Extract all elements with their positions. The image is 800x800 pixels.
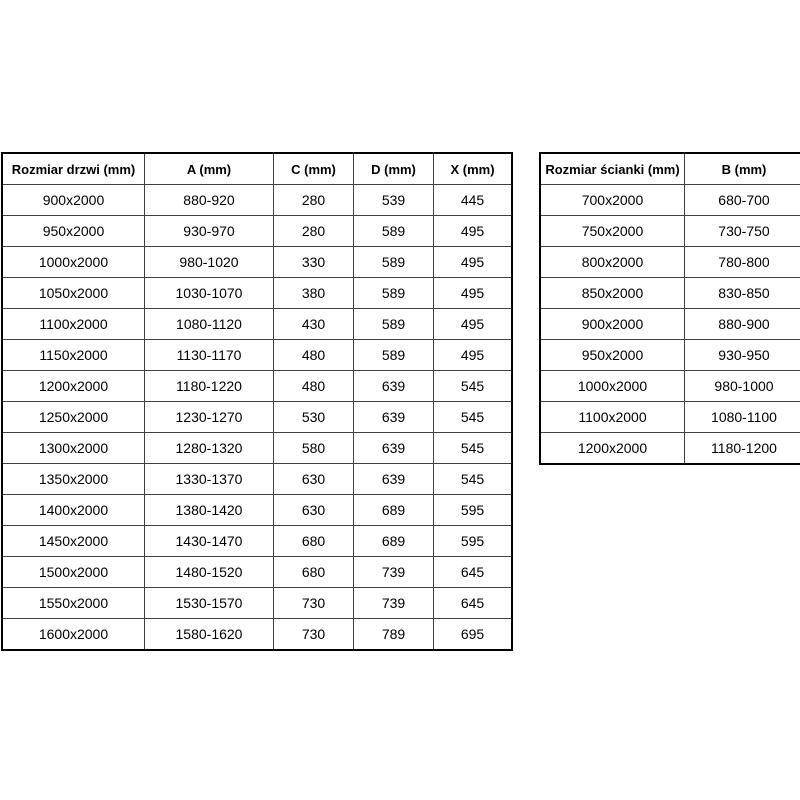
table-cell: 1330-1370 (145, 464, 274, 495)
table-cell: 850x2000 (540, 278, 685, 309)
table-cell: 280 (274, 216, 354, 247)
table-cell: 680 (274, 557, 354, 588)
column-header: B (mm) (685, 153, 800, 185)
table-cell: 1600x2000 (2, 619, 145, 651)
table-row (2, 619, 512, 651)
table-cell: 595 (434, 526, 513, 557)
table-cell: 689 (354, 526, 434, 557)
table-cell: 1400x2000 (2, 495, 145, 526)
table-cell: 645 (434, 588, 513, 619)
table-cell: 695 (434, 619, 513, 651)
table-cell: 430 (274, 309, 354, 340)
table-cell: 1100x2000 (2, 309, 145, 340)
table-row (540, 247, 800, 278)
table-cell: 1030-1070 (145, 278, 274, 309)
table-cell: 1280-1320 (145, 433, 274, 464)
table-cell: 1480-1520 (145, 557, 274, 588)
table-cell: 1180-1200 (685, 433, 800, 465)
table-cell: 789 (354, 619, 434, 651)
table-cell: 980-1000 (685, 371, 800, 402)
table-cell: 645 (434, 557, 513, 588)
table-cell: 589 (354, 216, 434, 247)
table-cell: 1230-1270 (145, 402, 274, 433)
table-cell: 1200x2000 (540, 433, 685, 465)
table-cell: 539 (354, 185, 434, 216)
table-cell: 1250x2000 (2, 402, 145, 433)
table-cell: 630 (274, 464, 354, 495)
table-cell: 830-850 (685, 278, 800, 309)
table-cell: 545 (434, 402, 513, 433)
table-cell: 495 (434, 278, 513, 309)
table-cell: 639 (354, 402, 434, 433)
table-cell: 1300x2000 (2, 433, 145, 464)
door-dimensions-table (1, 152, 513, 651)
table-row (2, 526, 512, 557)
table-cell: 589 (354, 247, 434, 278)
column-header: Rozmiar drzwi (mm) (2, 153, 145, 185)
table-cell: 1080-1120 (145, 309, 274, 340)
table-cell: 1550x2000 (2, 588, 145, 619)
table-cell: 730-750 (685, 216, 800, 247)
table-row (540, 309, 800, 340)
table-cell: 1500x2000 (2, 557, 145, 588)
table-cell: 1580-1620 (145, 619, 274, 651)
table-cell: 930-970 (145, 216, 274, 247)
table-cell: 1350x2000 (2, 464, 145, 495)
table-cell: 545 (434, 371, 513, 402)
table-cell: 750x2000 (540, 216, 685, 247)
table-cell: 480 (274, 371, 354, 402)
table-cell: 630 (274, 495, 354, 526)
header-row (540, 153, 800, 185)
table-row (540, 371, 800, 402)
table-cell: 639 (354, 371, 434, 402)
table-cell: 1000x2000 (2, 247, 145, 278)
table-cell: 1130-1170 (145, 340, 274, 371)
table-row (2, 464, 512, 495)
table-row (2, 278, 512, 309)
table-cell: 700x2000 (540, 185, 685, 216)
column-header: Rozmiar ścianki (mm) (540, 153, 685, 185)
table-row (2, 216, 512, 247)
table-row (2, 371, 512, 402)
wall-panel-dimensions-table (539, 152, 800, 465)
header-row (2, 153, 512, 185)
table-cell: 800x2000 (540, 247, 685, 278)
table-cell: 950x2000 (540, 340, 685, 371)
table-row (2, 340, 512, 371)
table-cell: 1450x2000 (2, 526, 145, 557)
column-header: C (mm) (274, 153, 354, 185)
table-row (540, 340, 800, 371)
table-row (2, 247, 512, 278)
table-row (540, 185, 800, 216)
table-cell: 330 (274, 247, 354, 278)
table-cell: 380 (274, 278, 354, 309)
table-cell: 589 (354, 340, 434, 371)
table-cell: 980-1020 (145, 247, 274, 278)
table-row (2, 309, 512, 340)
table-cell: 1100x2000 (540, 402, 685, 433)
table-row (2, 588, 512, 619)
table-cell: 689 (354, 495, 434, 526)
table-cell: 595 (434, 495, 513, 526)
table-cell: 1050x2000 (2, 278, 145, 309)
table-cell: 589 (354, 309, 434, 340)
table-cell: 639 (354, 464, 434, 495)
table-cell: 589 (354, 278, 434, 309)
table-row (540, 402, 800, 433)
table-cell: 880-920 (145, 185, 274, 216)
table-cell: 880-900 (685, 309, 800, 340)
table-cell: 1180-1220 (145, 371, 274, 402)
table-cell: 495 (434, 340, 513, 371)
table-row (2, 185, 512, 216)
table-row (2, 495, 512, 526)
table-cell: 900x2000 (2, 185, 145, 216)
table-cell: 1000x2000 (540, 371, 685, 402)
table-cell: 530 (274, 402, 354, 433)
table-cell: 680 (274, 526, 354, 557)
column-header: D (mm) (354, 153, 434, 185)
table-cell: 280 (274, 185, 354, 216)
table-cell: 739 (354, 557, 434, 588)
table-cell: 1380-1420 (145, 495, 274, 526)
table-cell: 580 (274, 433, 354, 464)
table-row (2, 433, 512, 464)
table-cell: 639 (354, 433, 434, 464)
column-header: A (mm) (145, 153, 274, 185)
table-row (2, 402, 512, 433)
table-row (540, 216, 800, 247)
table-cell: 1080-1100 (685, 402, 800, 433)
table-cell: 495 (434, 309, 513, 340)
column-header: X (mm) (434, 153, 513, 185)
table-cell: 680-700 (685, 185, 800, 216)
table-cell: 1150x2000 (2, 340, 145, 371)
table-cell: 730 (274, 588, 354, 619)
table-cell: 480 (274, 340, 354, 371)
table-row (540, 278, 800, 309)
table-cell: 1430-1470 (145, 526, 274, 557)
table-cell: 545 (434, 433, 513, 464)
table-cell: 495 (434, 216, 513, 247)
table-cell: 950x2000 (2, 216, 145, 247)
table-cell: 545 (434, 464, 513, 495)
table-cell: 930-950 (685, 340, 800, 371)
table-row (2, 557, 512, 588)
table-cell: 739 (354, 588, 434, 619)
table-cell: 900x2000 (540, 309, 685, 340)
table-cell: 780-800 (685, 247, 800, 278)
table-row (540, 433, 800, 465)
table-cell: 445 (434, 185, 513, 216)
table-cell: 1200x2000 (2, 371, 145, 402)
table-cell: 495 (434, 247, 513, 278)
table-cell: 730 (274, 619, 354, 651)
table-cell: 1530-1570 (145, 588, 274, 619)
